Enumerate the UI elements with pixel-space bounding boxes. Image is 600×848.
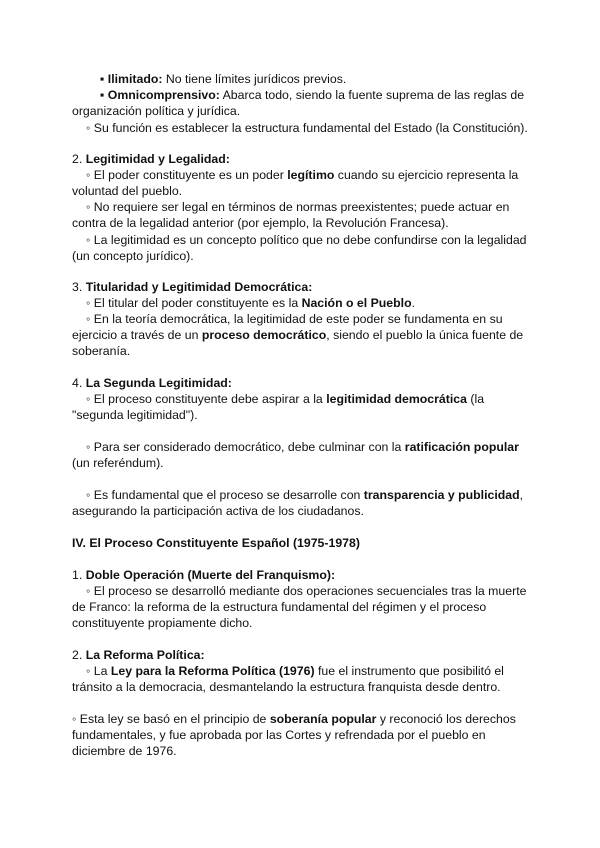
section-heading: 2. La Reforma Política:: [72, 648, 205, 662]
list-item: [72, 87, 534, 119]
paragraph: ◦ El proceso constituyente debe aspirar a la legitimidad democrática (la "segunda legitimidad").: [72, 392, 485, 422]
paragraph: ◦ Esta ley se basó en el principio de soberanía popular y reconoció los derechos fundamentales, y fue aprobada por las Cortes y refrendada por el pueblo en diciembre de 1976.: [72, 712, 516, 758]
list-item: [72, 71, 534, 87]
bullet: ▪: [100, 72, 108, 86]
paragraph: ◦ La legitimidad es un concepto político que no debe confundirse con la legalidad (un concepto jurídico).: [72, 233, 527, 263]
bullet: ▪: [100, 88, 108, 102]
paragraph: ◦ Su función es establecer la estructura fundamental del Estado (la Constitución).: [86, 121, 528, 135]
paragraph: ◦ Es fundamental que el proceso se desarrolle con transparencia y publicidad, asegurando la participación activa de los ciudadanos.: [72, 488, 524, 518]
section-heading: 1. Doble Operación (Muerte del Franquismo):: [72, 568, 336, 582]
paragraph: ◦ En la teoría democrática, la legitimidad de este poder se fundamenta en su ejercicio a través de un proceso democrático, siendo el pueblo la única fuente de soberanía.: [72, 312, 524, 358]
paragraph: ◦ No requiere ser legal en términos de normas preexistentes; puede actuar en contra de la legalidad anterior (por ejemplo, la Revolución Francesa).: [72, 200, 510, 230]
chapter-heading: IV. El Proceso Constituyente Español (1975-1978): [72, 536, 360, 550]
paragraph: ◦ El titular del poder constituyente es la Nación o el Pueblo.: [86, 296, 416, 310]
paragraph: ◦ El proceso se desarrolló mediante dos operaciones secuenciales tras la muerte de Franco: la reforma de la estructura fundamental del régimen y el proceso constituyente propiamente dicho.: [72, 584, 527, 630]
paragraph: ◦ Para ser considerado democrático, debe culminar con la ratificación popular (un referéndum).: [72, 440, 519, 470]
section-heading: 4. La Segunda Legitimidad:: [72, 376, 232, 390]
paragraph: ◦ La Ley para la Reforma Política (1976) fue el instrumento que posibilitó el tránsito a la democracia, desmantelando la estructura franquista desde dentro.: [72, 664, 504, 694]
term: Omnicomprensivo:: [107, 88, 220, 102]
definition: No tiene límites jurídicos previos.: [162, 72, 347, 86]
section-heading: 2. Legitimidad y Legalidad:: [72, 152, 230, 166]
section-heading: 3. Titularidad y Legitimidad Democrática:: [72, 280, 313, 294]
definition: Abarca todo, siendo la fuente suprema de las reglas de organización política y jurídica.: [72, 88, 525, 118]
paragraph: ◦ El poder constituyente es un poder legítimo cuando su ejercicio representa la voluntad del pueblo.: [72, 168, 519, 198]
term: Ilimitado:: [107, 72, 163, 86]
